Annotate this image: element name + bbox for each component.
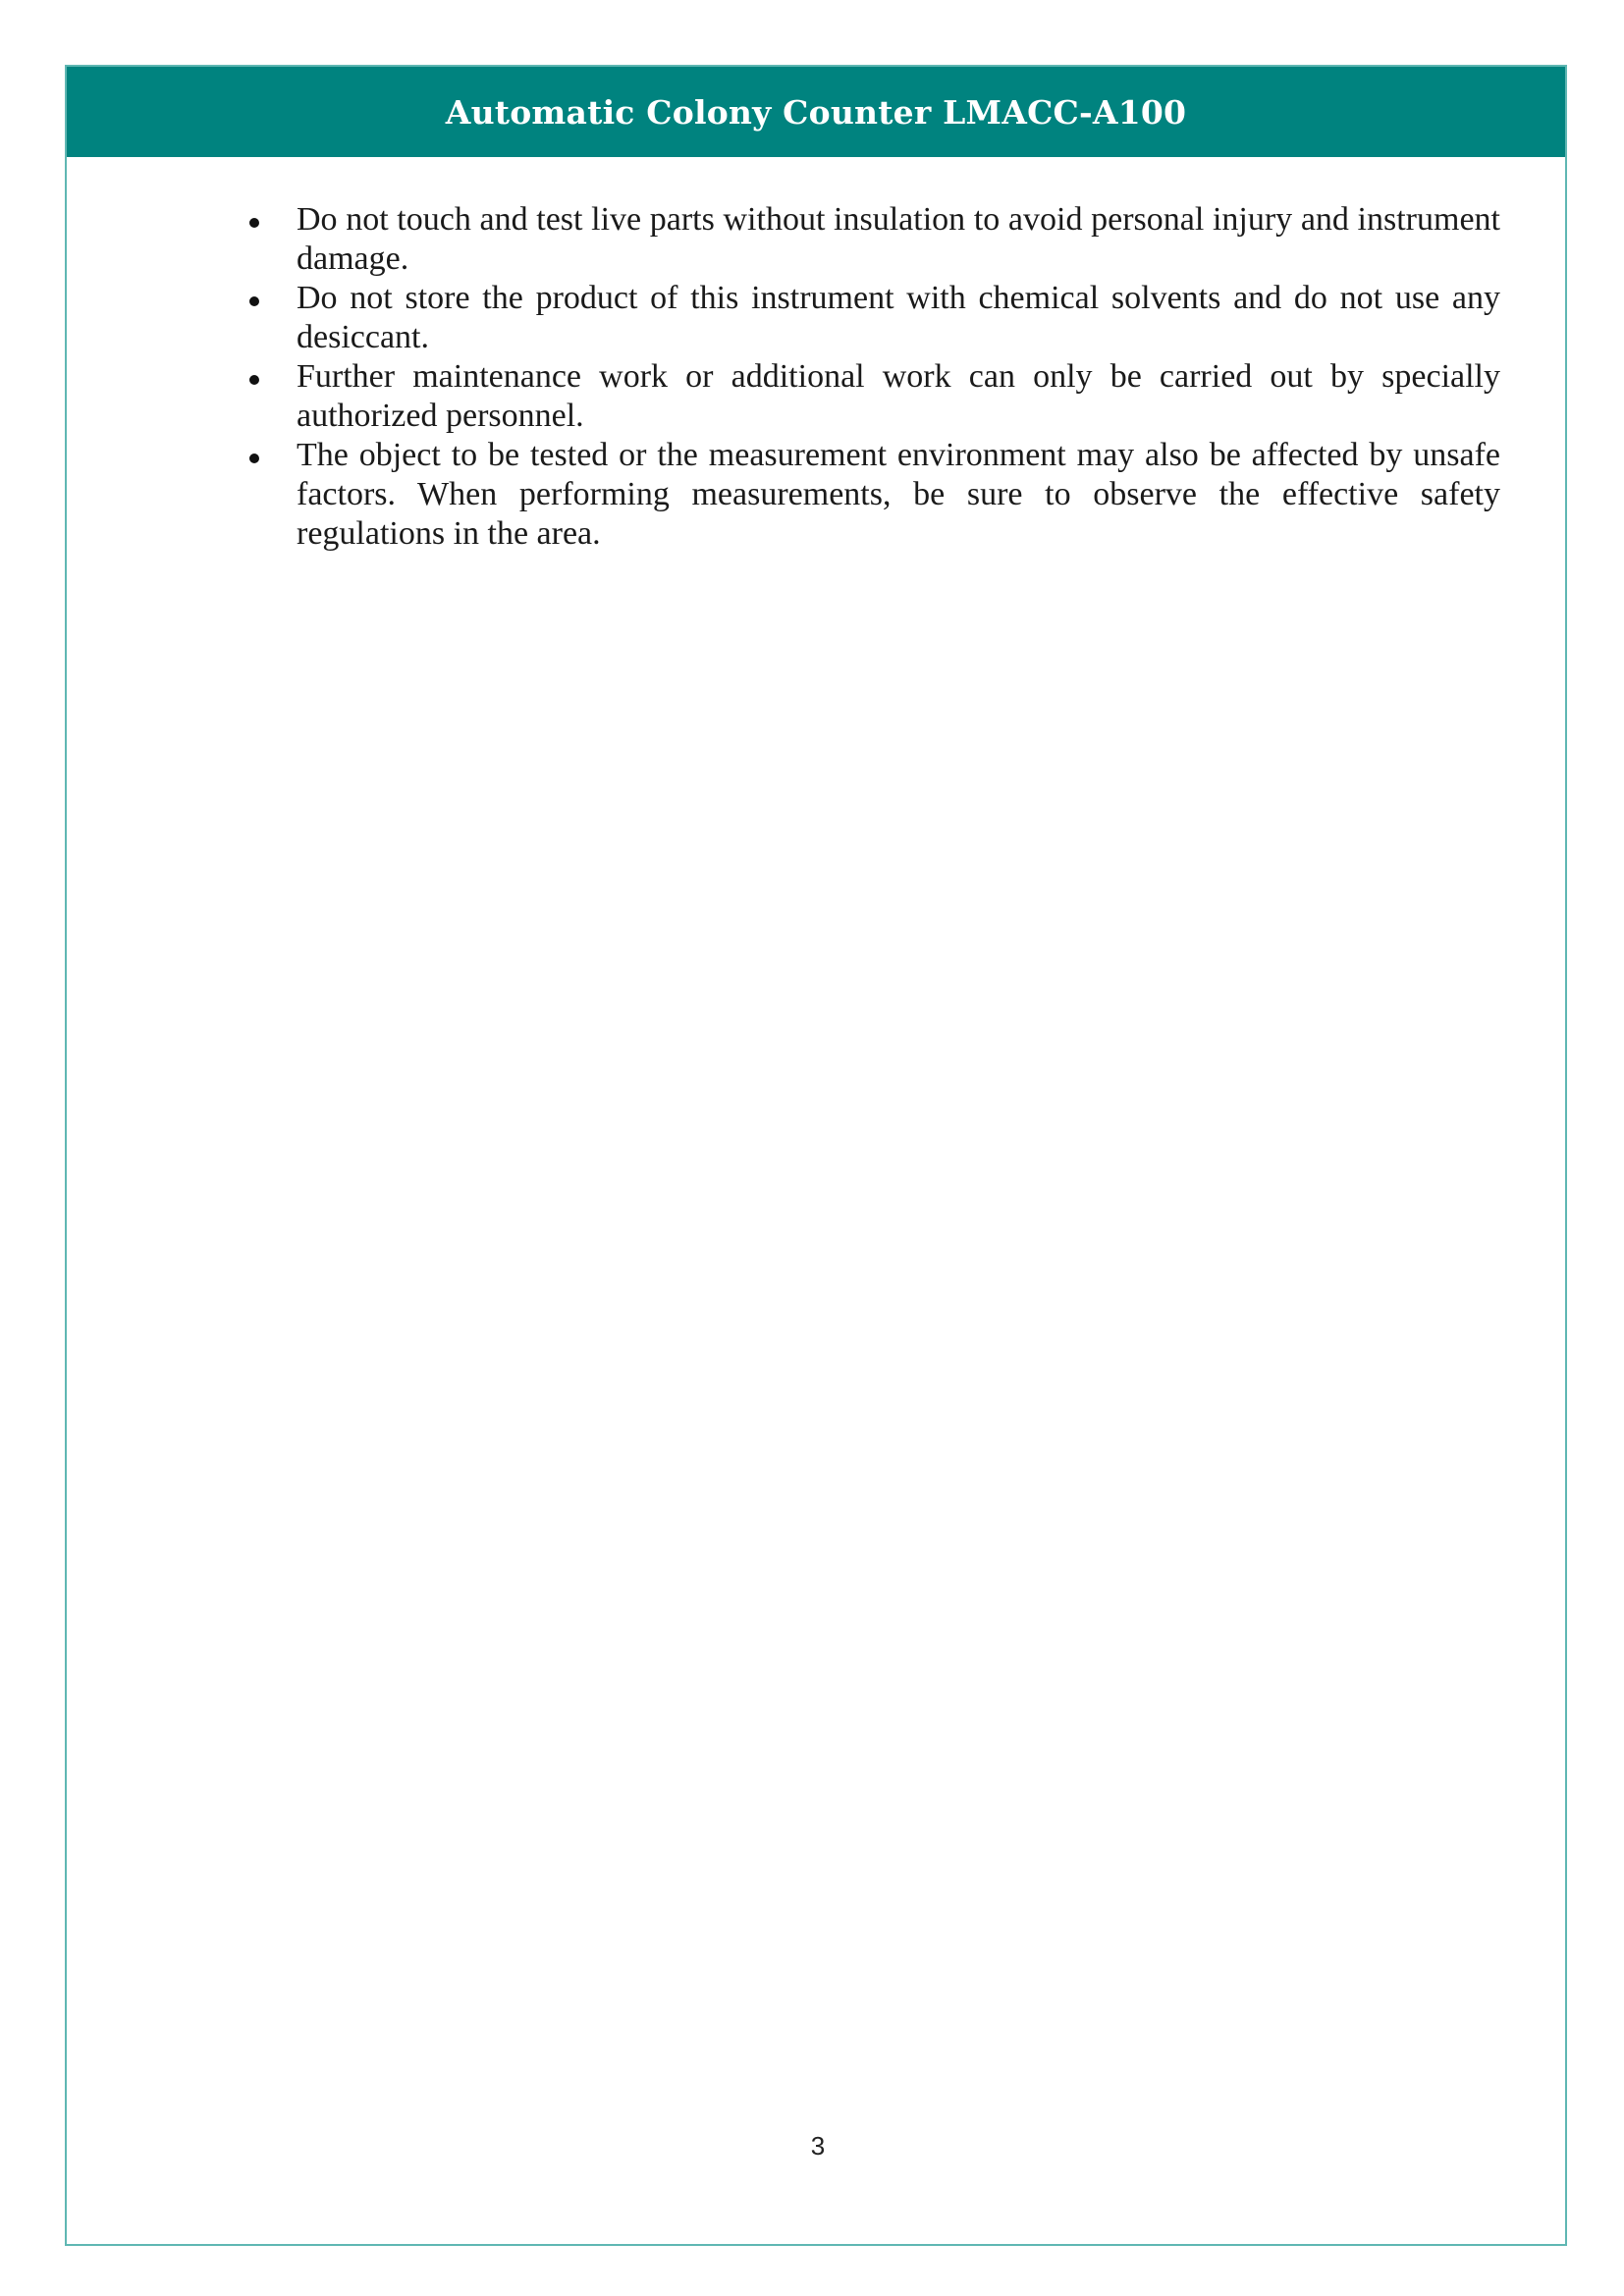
list-item-text: Do not store the product of this instrument with chemical solvents and do not use any desiccant. bbox=[297, 280, 1500, 355]
page-title: Automatic Colony Counter LMACC-A100 bbox=[445, 92, 1187, 132]
bullet-icon bbox=[249, 296, 259, 306]
header-bar bbox=[67, 67, 1565, 157]
list-item-text: Do not touch and test live parts without insulation to avoid personal injury and instrument damage. bbox=[297, 201, 1500, 277]
page-number: 3 bbox=[810, 2131, 826, 2161]
list-item bbox=[297, 279, 1500, 357]
safety-bullet-list bbox=[297, 200, 1500, 554]
bullet-icon bbox=[249, 218, 259, 228]
bullet-icon bbox=[249, 375, 259, 385]
list-item bbox=[297, 436, 1500, 554]
list-item bbox=[297, 200, 1500, 279]
list-item-text: Further maintenance work or additional work can only be carried out by specially authorized personnel. bbox=[297, 358, 1500, 434]
list-item-text: The object to be tested or the measurement environment may also be affected by unsafe factors. When performing measurements, be sure to observe the effective safety regulations in the area. bbox=[297, 437, 1500, 552]
page-frame bbox=[65, 65, 1567, 2246]
bullet-icon bbox=[249, 454, 259, 463]
list-item bbox=[297, 357, 1500, 436]
